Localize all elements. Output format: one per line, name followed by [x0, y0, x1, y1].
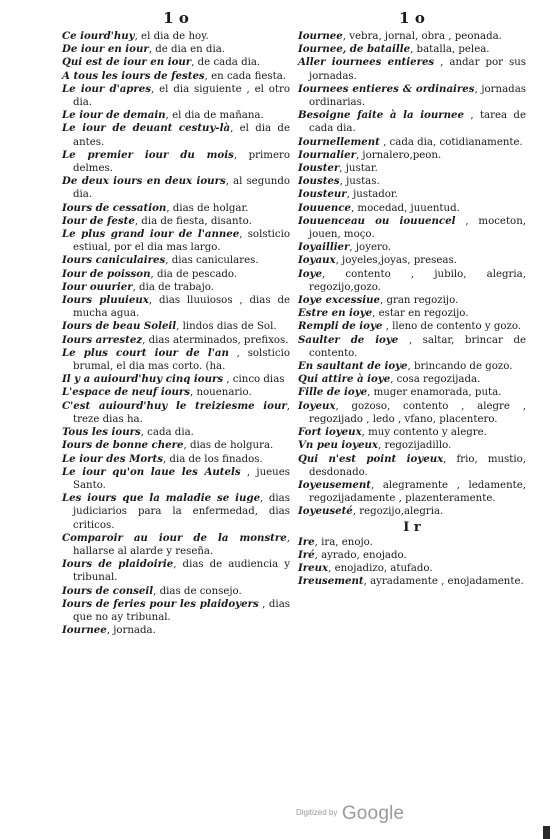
dictionary-entry	[298, 268, 526, 294]
entry-headword: Iours de feries pour les plaidoyers	[62, 597, 259, 610]
section-heading: I r	[403, 519, 421, 535]
entry-headword: Ioyaux	[298, 254, 336, 267]
dictionary-entry	[298, 136, 526, 149]
entry-headword: Fort ioyeux	[298, 426, 362, 439]
dictionary-entry	[298, 320, 526, 333]
entry-translation: , dias de holgura.	[183, 440, 274, 452]
entry-headword: Le plus grand iour de l'annee	[62, 228, 240, 241]
entry-translation: , treze dias ha.	[73, 400, 290, 425]
entry-translation: , de dia en dia.	[148, 44, 226, 56]
entry-translation: , solsticio estiual, por el dia mas largo.	[73, 229, 291, 254]
entry-headword: Les iours que la maladie se iuge	[62, 492, 261, 505]
entry-headword: Ioustes	[298, 175, 340, 188]
dictionary-entry	[62, 109, 290, 122]
entry-translation: , tarea de cada dia.	[309, 110, 526, 135]
entry-headword: Ioye	[298, 267, 322, 280]
dictionary-entry	[298, 294, 526, 307]
dictionary-entry	[298, 188, 526, 201]
dictionary-entry	[298, 360, 526, 373]
entry-translation: , dia de los finados.	[162, 453, 263, 465]
right-entry-list-2	[298, 536, 526, 589]
entry-headword: De deux iours en deux iours	[62, 175, 226, 188]
entry-headword: Iouster	[298, 162, 340, 175]
dictionary-entry	[62, 532, 290, 558]
dictionary-entry	[62, 347, 290, 373]
entry-translation: , en cada fiesta.	[204, 70, 287, 82]
entry-headword: L'espace de neuf iours	[62, 386, 191, 399]
dictionary-entry	[62, 175, 290, 201]
dictionary-entry	[298, 254, 526, 267]
right-page-number: 1 o	[399, 9, 425, 27]
entry-translation: , brincando de gozo.	[407, 361, 513, 373]
dictionary-entry	[298, 202, 526, 215]
entry-translation: , enojadizo, atufado.	[328, 562, 433, 574]
entry-headword: Iours de cessation	[62, 201, 167, 214]
entry-headword: Ioyaillier	[298, 241, 350, 254]
entry-translation: , alegramente , ledamente, regozijadamente , plazenteramente.	[309, 479, 526, 505]
dictionary-entry	[62, 70, 290, 83]
entry-headword: Ce iourd'huy	[62, 30, 135, 42]
dictionary-entry	[298, 549, 526, 562]
entry-translation: , ayrado, enojado.	[314, 549, 407, 561]
entry-headword: Iouuenceau ou iouuencel	[298, 214, 456, 227]
entry-translation: , ayradamente , enojadamente.	[363, 576, 524, 588]
entry-headword: Il y a auiourd'huy cinq iours	[62, 373, 224, 386]
entry-headword: Iournee	[298, 30, 343, 42]
dictionary-entry	[62, 492, 290, 532]
entry-translation: , dias lluuiosos , dias de mucha agua.	[73, 295, 290, 320]
dictionary-entry	[62, 215, 290, 228]
entry-headword: Iours caniculaires	[62, 254, 166, 267]
dictionary-entry	[62, 426, 290, 439]
entry-translation: , jornadas ordinarias.	[309, 83, 526, 109]
dictionary-entry	[62, 320, 290, 333]
digitized-watermark	[296, 803, 404, 825]
entry-translation: , justar.	[339, 163, 378, 175]
entry-translation: , estar en regozijo.	[372, 308, 469, 320]
entry-headword: Ioyeuseté	[298, 505, 353, 518]
entry-headword: Ioye excessiue	[298, 294, 380, 307]
dictionary-entry	[62, 373, 290, 386]
dictionary-entry	[62, 585, 290, 598]
entry-headword: Le iour qu'on laue les Autels	[62, 465, 241, 478]
entry-headword: Saulter de ioye	[298, 333, 399, 346]
entry-headword: Iours de plaidoirie	[62, 558, 174, 571]
entry-translation: , muger enamorada, puta.	[367, 387, 502, 399]
dictionary-entry	[298, 386, 526, 399]
dictionary-entry	[62, 624, 290, 637]
entry-translation: , dia de pescado.	[150, 268, 238, 280]
dictionary-entry	[62, 453, 290, 466]
entry-translation: , batalla, pelea.	[410, 44, 490, 56]
entry-translation: , lindos dias de Sol.	[176, 321, 277, 333]
dictionary-entry	[62, 386, 290, 399]
dictionary-entry	[298, 149, 526, 162]
left-page-number: 1 o	[163, 9, 189, 27]
entry-headword: Besoigne faite à la iournee	[298, 109, 465, 122]
dictionary-entry	[62, 400, 290, 426]
entry-translation: , joyero.	[349, 242, 392, 254]
entry-headword: C'est auiourd'huy le treiziesme iour	[62, 399, 287, 412]
dictionary-entry	[62, 83, 290, 109]
dictionary-entry	[298, 334, 526, 360]
entry-headword: Qui n'est point ioyeux	[298, 452, 444, 465]
entry-headword: Iours pluuieux	[62, 294, 149, 307]
entry-translation: , mocedad, juuentud.	[350, 202, 460, 214]
entry-headword: A tous les iours de festes	[62, 69, 205, 82]
dictionary-entry	[298, 505, 526, 518]
dictionary-entry	[298, 426, 526, 439]
entry-headword: Iournellement	[298, 135, 380, 148]
dictionary-entry	[298, 43, 526, 56]
entry-headword: Le plus court iour de l'an	[62, 346, 229, 359]
entry-headword: Iours de bonne chere	[62, 439, 184, 452]
entry-headword: Iour ouurier	[62, 280, 133, 293]
entry-headword: Iour de poisson	[62, 267, 151, 280]
entry-headword: En saultant de ioye	[298, 360, 408, 373]
dictionary-entry	[62, 122, 290, 148]
entry-headword: Estre en ioye	[298, 307, 373, 320]
entry-translation: , dias de holgar.	[166, 202, 249, 214]
entry-headword: Iour de feste	[62, 214, 135, 227]
dictionary-entry	[298, 30, 526, 43]
entry-headword: Ireusement	[298, 575, 364, 588]
dictionary-entry	[62, 558, 290, 584]
entry-translation: , jornada.	[106, 625, 156, 637]
entry-headword: De iour en iour	[62, 43, 149, 56]
entry-headword: Iré	[298, 548, 315, 561]
entry-headword: Iours arrestez	[62, 333, 143, 346]
dictionary-entry	[298, 56, 526, 82]
entry-translation: , hallarse al alarde y reseña.	[73, 532, 290, 557]
entry-translation: , solsticio brumal, el dia mas corto. (ha.	[73, 347, 290, 373]
entry-headword: Le iour de demain	[62, 109, 166, 122]
dictionary-entry	[62, 202, 290, 215]
entry-translation: , dias de audiencia y tribunal.	[73, 559, 291, 584]
dictionary-entry	[62, 56, 290, 69]
entry-translation: , al segundo dia.	[73, 176, 290, 201]
entry-translation: , vebra, jornal, obra , peonada.	[342, 31, 502, 42]
entry-headword: Iouuence	[298, 201, 351, 214]
entry-translation: , dias judiciarios para la enfermedad, dias criticos.	[73, 493, 290, 531]
entry-headword: Le iour d'apres	[62, 82, 152, 95]
entry-translation: , nouenario.	[190, 387, 252, 399]
entry-translation: , jornalero,peon.	[355, 149, 442, 161]
dictionary-entry	[298, 373, 526, 386]
entry-headword: Iournalier	[298, 148, 356, 161]
entry-headword: Iournee, de bataille	[298, 43, 411, 56]
entry-headword: Tous les iours	[62, 426, 141, 439]
entry-headword: Vn peu ioyeux	[298, 439, 378, 452]
entry-translation: , muy contento y alegre.	[361, 427, 487, 439]
entry-headword: Le premier iour du mois	[62, 148, 234, 161]
dictionary-entry	[62, 43, 290, 56]
dictionary-entry	[298, 400, 526, 426]
entry-translation: , cada dia, cotidianamente.	[379, 136, 523, 148]
dictionary-entry	[62, 149, 290, 175]
entry-headword: Rempli de ioye	[298, 320, 383, 333]
entry-translation: , ira, enojo.	[314, 536, 373, 548]
entry-headword: Qui est de iour en iour	[62, 56, 192, 69]
dictionary-entry	[62, 439, 290, 452]
dictionary-entry	[298, 307, 526, 320]
entry-translation: , lleno de contento y gozo.	[382, 321, 522, 333]
entry-translation: , gran regozijo.	[379, 295, 459, 307]
dictionary-entry	[298, 453, 526, 479]
entry-translation: , regozijadillo.	[377, 440, 452, 452]
left-column	[62, 8, 290, 637]
digitized-by-text: Digitized by	[296, 808, 338, 817]
dictionary-entry	[298, 439, 526, 452]
dictionary-entry	[62, 268, 290, 281]
entry-headword: Iournee	[62, 624, 107, 637]
entry-translation: , de cada dia.	[191, 57, 261, 69]
entry-translation: , moceton, jouen, moço.	[309, 215, 526, 241]
entry-headword: Le iour des Morts	[62, 452, 163, 465]
entry-headword: Iours de conseil	[62, 584, 154, 597]
entry-translation: , contento , jubilo, alegria, regozijo,gozo.	[309, 268, 526, 293]
entry-headword: Iournees entieres & ordinaires	[298, 82, 475, 95]
entry-translation: , dia de trabajo.	[132, 281, 214, 293]
dictionary-entry	[298, 562, 526, 575]
entry-translation: , dias caniculares.	[165, 255, 259, 267]
dictionary-entry	[298, 241, 526, 254]
entry-translation: , dias de consejo.	[153, 585, 242, 597]
entry-headword: Fille de ioye	[298, 386, 368, 399]
dictionary-entry	[62, 598, 290, 624]
entry-headword: Ireux	[298, 561, 329, 574]
entry-translation: , andar por sus jornadas.	[309, 57, 526, 82]
entry-translation: , primero delmes.	[73, 149, 290, 175]
entry-headword: Le iour de deuant cestuy-là	[62, 122, 231, 135]
google-logo-text: Google	[341, 803, 405, 824]
entry-translation: , cosa regozijada.	[390, 374, 481, 386]
entry-translation: , dias que no ay tribunal.	[73, 598, 290, 623]
dictionary-entry	[62, 334, 290, 347]
entry-translation: , gozoso, contento , alegre , regozijado , ledo , vfano, placentero.	[309, 400, 526, 425]
entry-translation: , cada dia.	[140, 427, 194, 439]
entry-translation: , el dia de hoy.	[134, 31, 209, 42]
entry-headword: Qui attire à ioye	[298, 373, 391, 386]
entry-headword: Ire	[298, 535, 315, 548]
right-column	[298, 8, 526, 588]
entry-translation: , cinco dias	[223, 374, 285, 386]
dictionary-entry	[298, 109, 526, 135]
entry-translation: , el dia siguiente , el otro dia.	[73, 83, 291, 109]
dictionary-entry	[62, 30, 290, 43]
dictionary-entry	[298, 162, 526, 175]
dictionary-entry	[298, 536, 526, 549]
dictionary-entry	[62, 466, 290, 492]
dictionary-entry	[298, 575, 526, 588]
entry-translation: , regozijo,alegria.	[352, 506, 444, 518]
entry-translation: , dias aterminados, prefixos.	[142, 334, 289, 346]
entry-translation: , joyeles,joyas, preseas.	[335, 255, 457, 267]
entry-translation: , jueues Santo.	[73, 466, 290, 491]
entry-translation: , dia de fiesta, disanto.	[134, 215, 252, 227]
dictionary-entry	[62, 281, 290, 294]
entry-translation: , el dia de antes.	[73, 123, 290, 148]
entry-translation: , justas.	[339, 176, 380, 188]
entry-headword: Ioyeux	[298, 399, 336, 412]
dictionary-entry	[62, 228, 290, 254]
left-entry-list	[62, 30, 290, 637]
dictionary-entry	[298, 215, 526, 241]
entry-headword: Ioyeusement	[298, 478, 371, 491]
entry-headword: Iours de beau Soleil	[62, 320, 177, 333]
entry-headword: Aller iournees entieres	[298, 56, 435, 69]
dictionary-entry	[62, 294, 290, 320]
entry-headword: Iousteur	[298, 188, 347, 201]
dictionary-entry	[298, 83, 526, 109]
entry-headword: Comparoir au iour de la monstre	[62, 531, 287, 544]
entry-translation: , saltar, brincar de contento.	[309, 334, 526, 359]
right-entry-list	[298, 30, 526, 519]
dictionary-entry	[62, 254, 290, 267]
dictionary-entry	[298, 479, 526, 505]
entry-translation: , justador.	[346, 189, 398, 201]
dictionary-entry	[298, 175, 526, 188]
entry-translation: , frio, mustio, desdonado.	[309, 453, 526, 478]
entry-translation: , el dia de mañana.	[165, 110, 264, 122]
page-edge-mark	[543, 826, 550, 839]
